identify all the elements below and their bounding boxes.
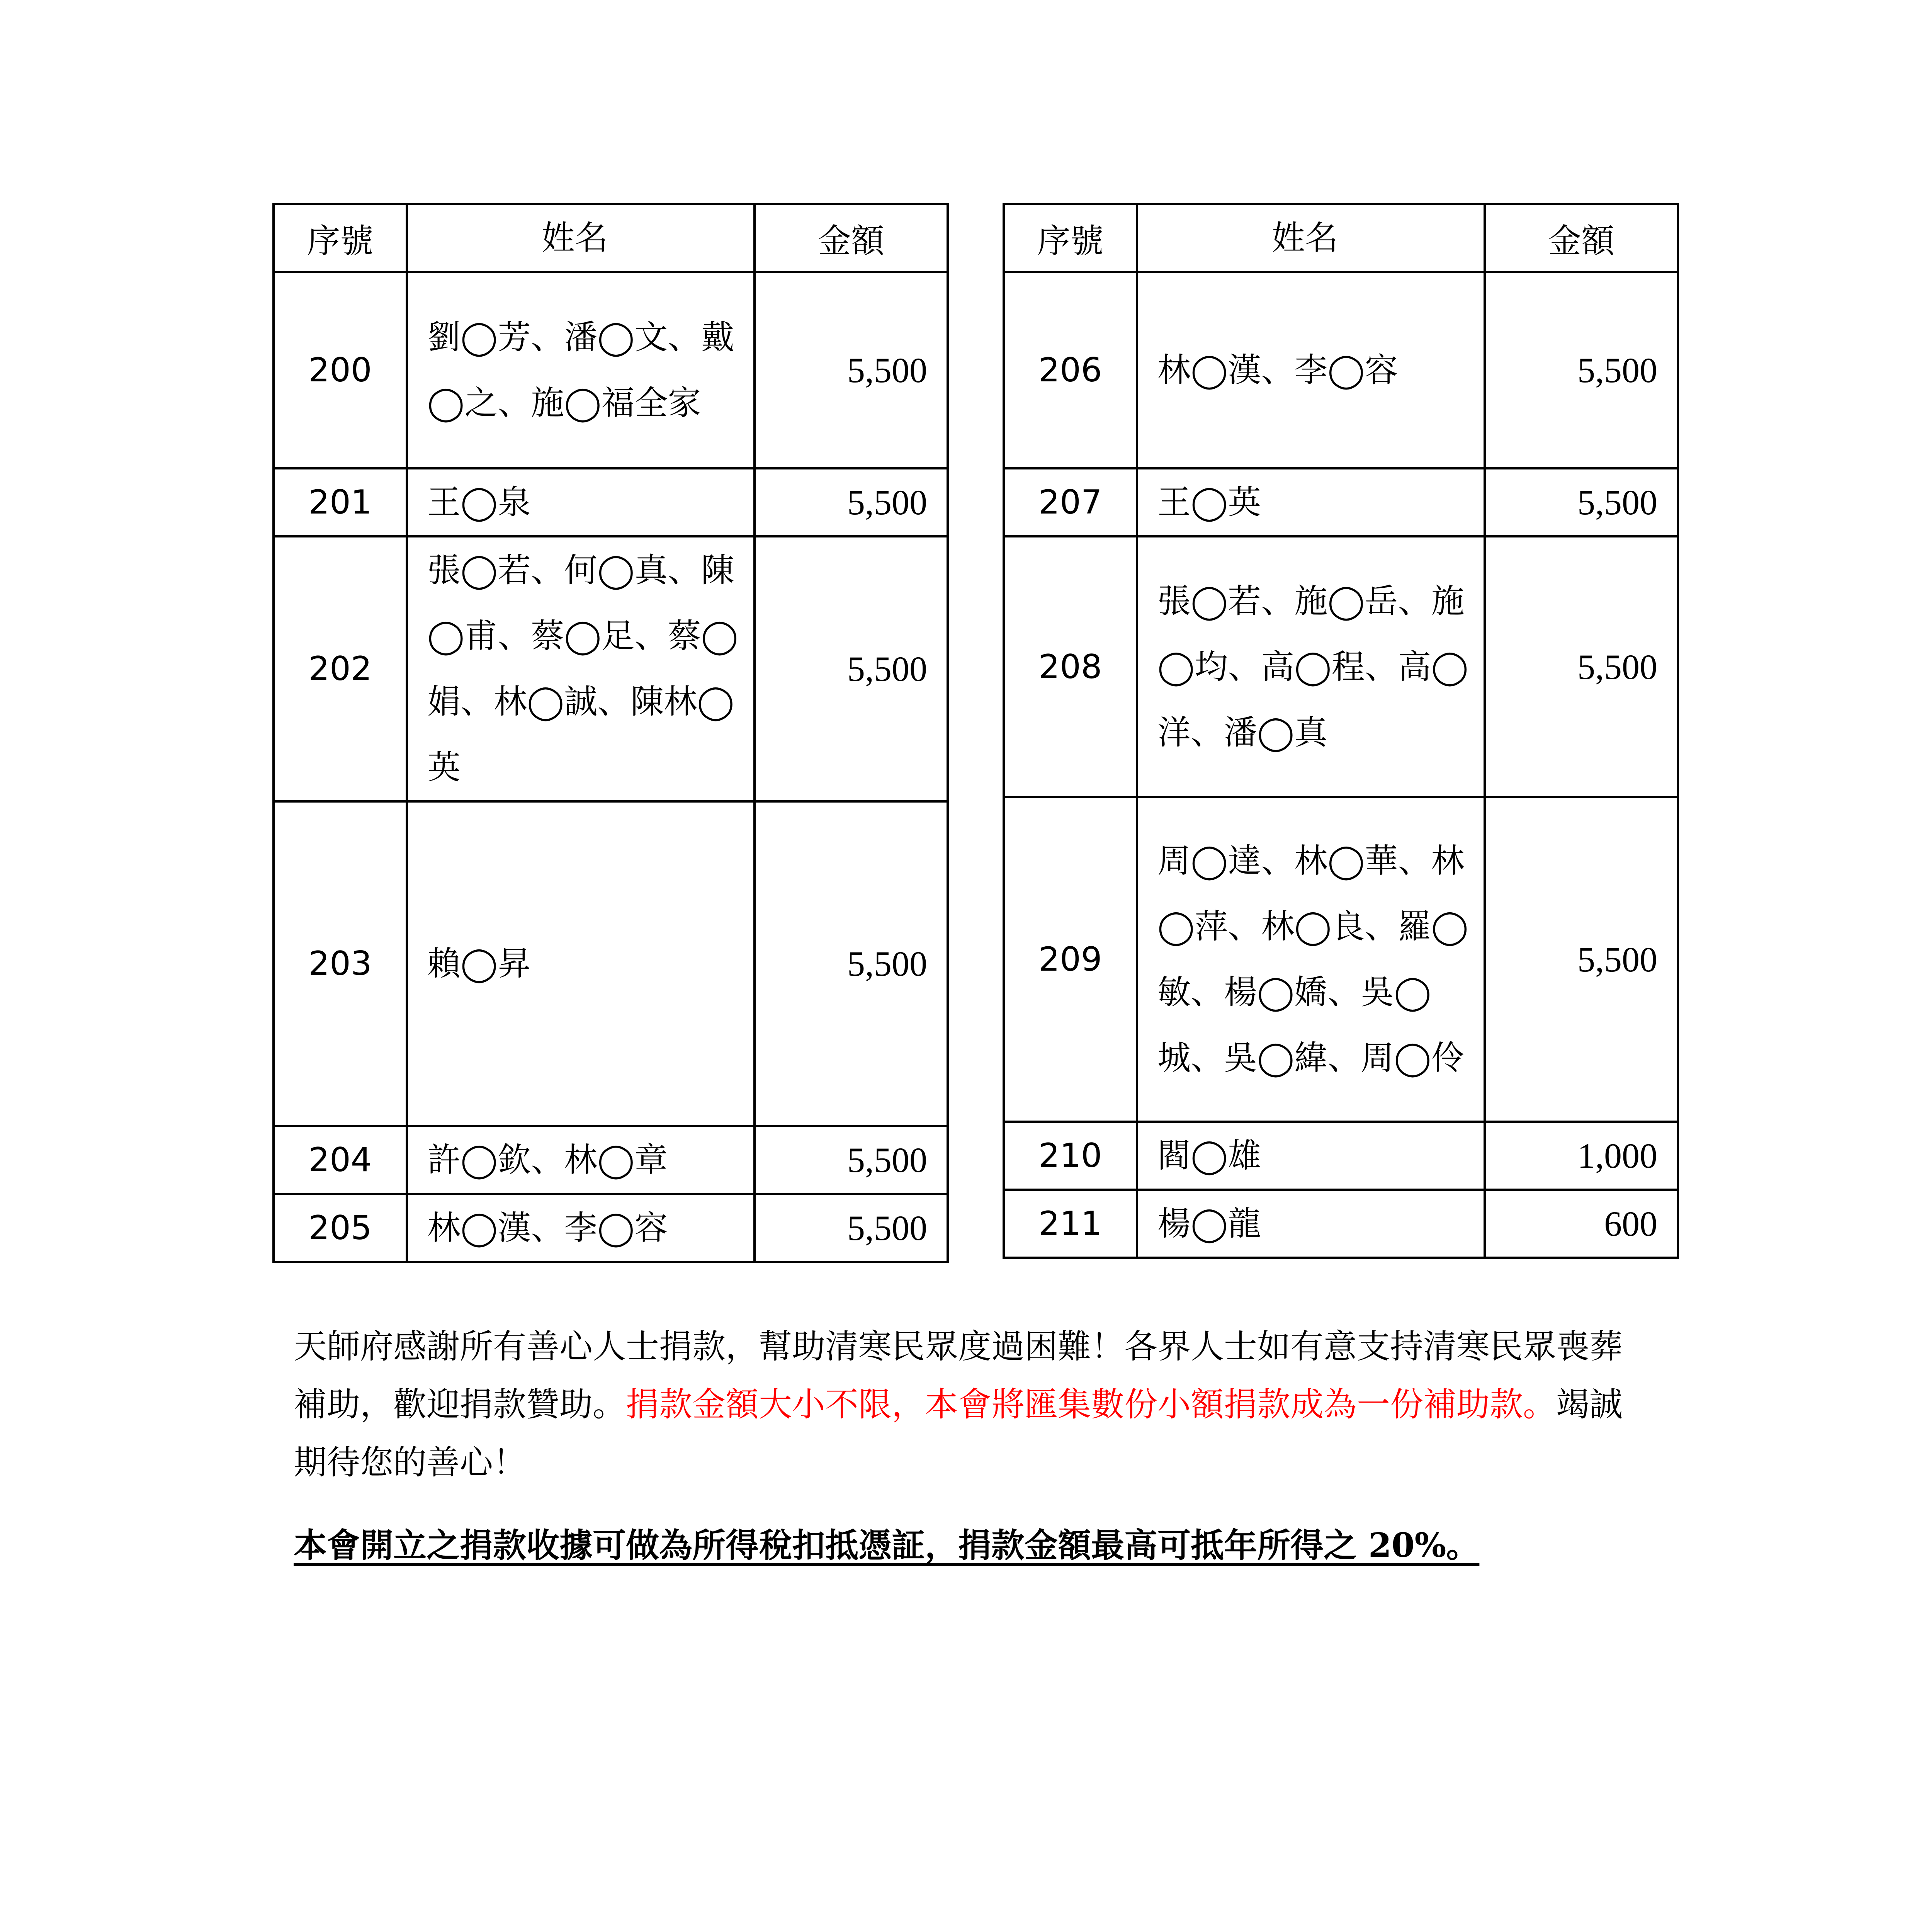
row-amount: 5,500 bbox=[755, 801, 948, 1126]
header-name: 姓名 bbox=[407, 204, 755, 272]
row-no: 204 bbox=[274, 1126, 407, 1194]
row-name: 林◯漢、李◯容 bbox=[1137, 272, 1485, 468]
table-row bbox=[274, 1126, 948, 1194]
row-name: 張◯若、施◯岳、施◯均、高◯程、高◯洋、潘◯真 bbox=[1137, 536, 1485, 797]
notice-highlight: 捐款金額大小不限，本會將匯集數份小額捐款成為一份補助款。 bbox=[626, 1385, 1556, 1424]
header-amount: 金額 bbox=[1485, 204, 1678, 272]
row-no: 209 bbox=[1004, 797, 1137, 1122]
row-no: 202 bbox=[274, 536, 407, 801]
row-amount: 5,500 bbox=[1485, 536, 1678, 797]
row-no: 211 bbox=[1004, 1190, 1137, 1258]
table-row bbox=[1004, 797, 1678, 1122]
row-no: 207 bbox=[1004, 468, 1137, 536]
table-row bbox=[1004, 272, 1678, 468]
row-no: 210 bbox=[1004, 1122, 1137, 1190]
row-name: 王◯泉 bbox=[407, 468, 755, 536]
row-no: 203 bbox=[274, 801, 407, 1126]
row-name: 楊◯龍 bbox=[1137, 1190, 1485, 1258]
table-row bbox=[274, 801, 948, 1126]
row-name: 周◯達、林◯華、林◯萍、林◯良、羅◯敏、楊◯嬌、吳◯城、吳◯緯、周◯伶 bbox=[1137, 797, 1485, 1122]
thanks-notice bbox=[294, 1318, 1646, 1492]
row-no: 206 bbox=[1004, 272, 1137, 468]
notice-text: 天師府感謝所有善心人士捐款，幫助清寒民眾度過困難！各界人士如有意支持清寒民眾喪葬補助，歡迎捐款贊助。 bbox=[294, 1327, 1623, 1424]
row-name: 許◯欽、林◯章 bbox=[407, 1126, 755, 1194]
header-name: 姓名 bbox=[1137, 204, 1485, 272]
row-name: 劉◯芳、潘◯文、戴◯之、施◯福全家 bbox=[407, 272, 755, 468]
donation-table-left bbox=[272, 203, 949, 1263]
table-row bbox=[1004, 536, 1678, 797]
row-name: 張◯若、何◯真、陳◯甫、蔡◯足、蔡◯娟、林◯誠、陳林◯英 bbox=[407, 536, 755, 801]
table-row bbox=[274, 272, 948, 468]
table-row bbox=[1004, 1190, 1678, 1258]
row-amount: 5,500 bbox=[1485, 468, 1678, 536]
row-name: 王◯英 bbox=[1137, 468, 1485, 536]
row-amount: 5,500 bbox=[755, 1194, 948, 1262]
header-amount: 金額 bbox=[755, 204, 948, 272]
row-amount: 5,500 bbox=[755, 468, 948, 536]
row-no: 201 bbox=[274, 468, 407, 536]
row-amount: 5,500 bbox=[755, 1126, 948, 1194]
donation-table-right bbox=[1003, 203, 1679, 1259]
header-no: 序號 bbox=[274, 204, 407, 272]
row-name: 賴◯昇 bbox=[407, 801, 755, 1126]
row-amount: 5,500 bbox=[1485, 272, 1678, 468]
row-name: 林◯漢、李◯容 bbox=[407, 1194, 755, 1262]
row-amount: 5,500 bbox=[755, 536, 948, 801]
row-amount: 5,500 bbox=[755, 272, 948, 468]
row-name: 閻◯雄 bbox=[1137, 1122, 1485, 1190]
row-no: 205 bbox=[274, 1194, 407, 1262]
header-no: 序號 bbox=[1004, 204, 1137, 272]
table-row bbox=[274, 536, 948, 801]
table-row bbox=[1004, 468, 1678, 536]
table-row bbox=[1004, 1122, 1678, 1190]
row-amount: 600 bbox=[1485, 1190, 1678, 1258]
row-no: 200 bbox=[274, 272, 407, 468]
notice-closing: 竭誠期待您的善心！ bbox=[294, 1385, 1623, 1482]
row-amount: 1,000 bbox=[1485, 1122, 1678, 1190]
row-amount: 5,500 bbox=[1485, 797, 1678, 1122]
table-row bbox=[274, 468, 948, 536]
tax-deduction-note: 本會開立之捐款收據可做為所得稅扣抵憑証，捐款金額最高可抵年所得之 20%。 bbox=[294, 1526, 1480, 1565]
row-no: 208 bbox=[1004, 536, 1137, 797]
table-row bbox=[274, 1194, 948, 1262]
